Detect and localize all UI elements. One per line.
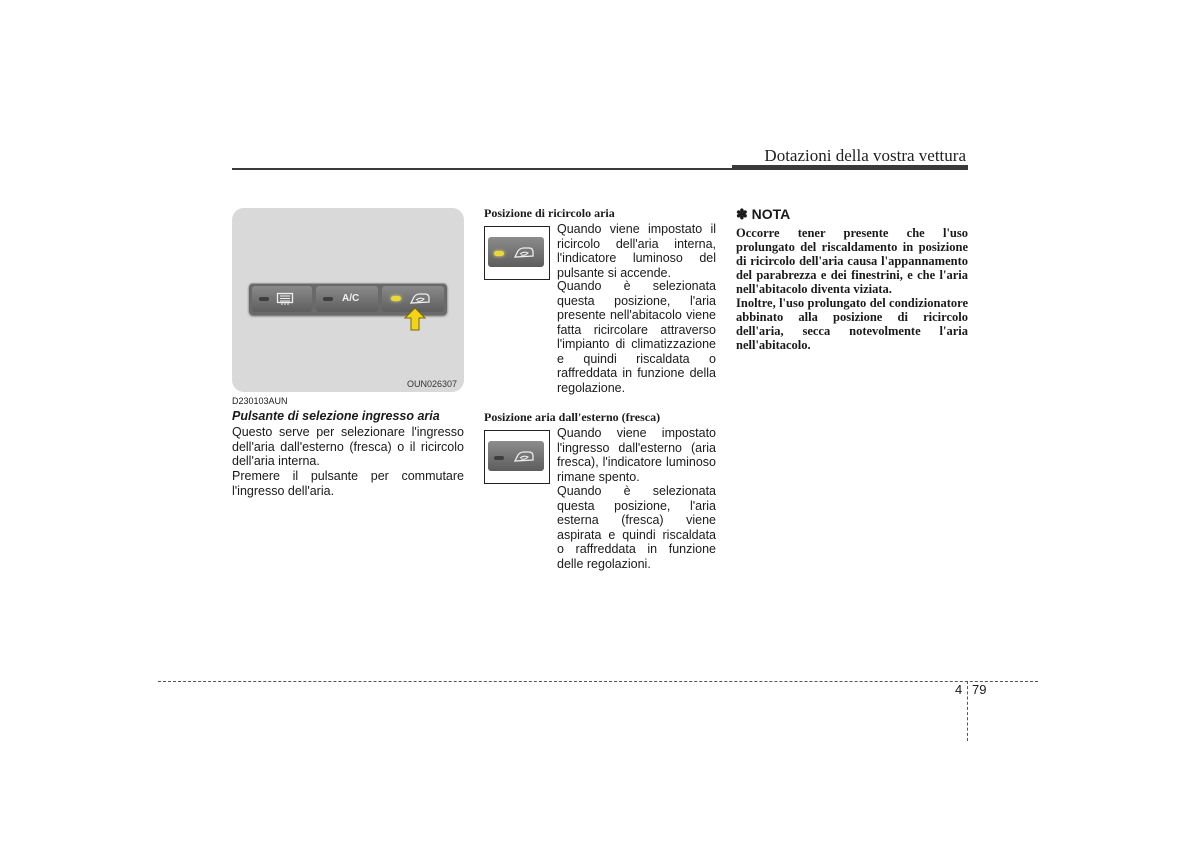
nota-title: ✽ NOTA: [736, 206, 791, 222]
indicator-led-on: [391, 296, 401, 301]
chapter-number: 4: [955, 682, 963, 697]
page-number: 79: [972, 682, 987, 697]
air-recirculation-icon: [408, 291, 432, 307]
rear-defrost-icon: [276, 292, 294, 306]
fresh-air-heading: Posizione aria dall'esterno (fresca): [484, 410, 661, 424]
indicator-led-off: [323, 297, 333, 301]
footer-divider: [967, 681, 968, 741]
ac-button-label: A/C: [342, 293, 360, 304]
paragraph: Occorre tener presente che l'uso prolungato del riscaldamento in posizione di ricircolo dell'aria causa l'appannamento del parabrezza e dei finestrini, e che l'aria nell'abitacolo diventa viziata.: [736, 226, 968, 296]
indicator-led-on: [494, 251, 504, 256]
air-recirculation-icon: [512, 449, 536, 465]
paragraph: Inoltre, l'uso prolungato del condizionatore abbinato alla posizione di ricircolo dell'aria, secca notevolmente l'aria nell'abitacolo.: [736, 296, 968, 352]
section-heading: Pulsante di selezione ingresso aria: [232, 409, 440, 423]
paragraph: Quando viene impostato l'ingresso dall'esterno (aria fresca), l'indicatore luminoso rimane spento.: [557, 426, 716, 484]
indicator-led-off: [259, 297, 269, 301]
arrow-up-icon: [403, 307, 427, 331]
air-recirculation-icon: [512, 245, 536, 261]
paragraph: Questo serve per selezionare l'ingresso dell'aria dall'esterno (fresca) o il ricircolo dell'aria interna.: [232, 425, 464, 468]
figure-code: OUN026307: [407, 379, 458, 389]
page-header-title: Dotazioni della vostra vettura: [764, 146, 966, 165]
footer-rule: [158, 681, 1038, 682]
paragraph: Quando è selezionata questa posizione, l'aria esterna (fresca) viene aspirata e quindi riscaldata o raffreddata in funzione delle regolazioni.: [557, 484, 716, 571]
nota-text: [736, 226, 968, 352]
reference-code: D230103AUN: [232, 396, 288, 406]
paragraph: Quando è selezionata questa posizione, l'aria presente nell'abitacolo viene fatta ricircolare attraverso l'impianto di climatizzazione e quindi riscaldata o raffreddata in funzione della regolazione.: [557, 279, 716, 395]
paragraph: Quando viene impostato il ricircolo dell'aria interna, l'indicatore luminoso del pulsante si accende.: [557, 222, 716, 280]
paragraph: Premere il pulsante per commutare l'ingresso dell'aria.: [232, 469, 464, 498]
recirculation-heading: Posizione di ricircolo aria: [484, 206, 615, 220]
indicator-led-off: [494, 456, 504, 460]
header-rule-accent: [732, 165, 968, 170]
header-rule: [232, 168, 732, 170]
